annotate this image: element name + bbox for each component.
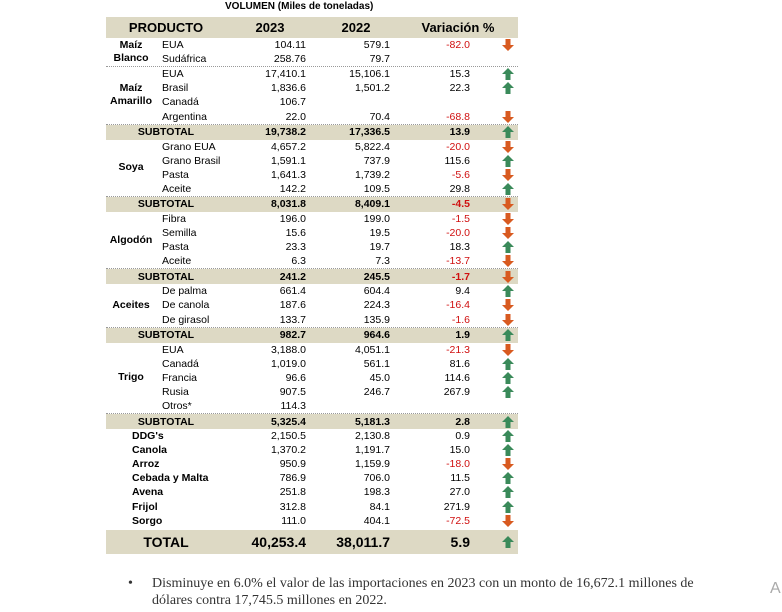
variation-value: -82.0 — [446, 39, 470, 52]
subtotal-2023: 19,738.2 — [265, 126, 306, 139]
subtotal-2022: 5,181.3 — [354, 415, 390, 428]
arrow-up-icon — [498, 372, 518, 384]
arrow-down-icon — [498, 169, 518, 181]
arrow-up-icon — [498, 126, 518, 138]
table-row — [106, 485, 518, 499]
product-group — [106, 212, 518, 269]
subtotal-label: SUBTOTAL — [137, 415, 195, 428]
value-2023: 258.76 — [273, 53, 306, 66]
value-2023: 133.7 — [279, 313, 306, 326]
value-2023: 1,019.0 — [270, 357, 306, 370]
arrow-up-icon — [498, 285, 518, 297]
variation-value: -16.4 — [446, 299, 470, 312]
subtotal-2023: 5,325.4 — [270, 415, 306, 428]
row-label: Frijol — [132, 500, 158, 513]
header-product: PRODUCTO — [128, 20, 204, 35]
table-row — [156, 140, 518, 154]
table-row — [156, 67, 518, 81]
arrow-down-icon — [498, 344, 518, 356]
arrow-up-icon — [498, 536, 518, 548]
row-label: Sorgo — [132, 514, 163, 527]
arrow-down-icon — [498, 255, 518, 267]
row-label: Semilla — [162, 227, 197, 240]
arrow-up-icon — [498, 416, 518, 428]
table-row — [156, 254, 518, 268]
group-name: Algodón — [109, 233, 153, 246]
value-2023: 1,836.6 — [270, 82, 306, 95]
value-2023: 3,188.0 — [270, 343, 306, 356]
corner-letter: A — [770, 580, 781, 597]
table-row — [106, 429, 518, 443]
value-2022: 198.3 — [363, 486, 390, 499]
arrow-up-icon — [498, 501, 518, 513]
product-group — [106, 38, 518, 67]
row-label: De canola — [162, 299, 210, 312]
arrow-up-icon — [498, 82, 518, 94]
value-2022: 1,159.9 — [354, 458, 390, 471]
group-name: Soya — [118, 161, 144, 174]
value-2022: 1,501.2 — [354, 82, 390, 95]
variation-value: 15.3 — [449, 68, 470, 81]
table-row — [156, 284, 518, 298]
value-2023: 786.9 — [279, 472, 306, 485]
row-label: Grano Brasil — [162, 154, 221, 167]
value-2022: 19.5 — [369, 227, 390, 240]
variation-value: 0.9 — [455, 430, 470, 443]
total-2022: 38,011.7 — [336, 533, 390, 550]
subtotal-2022: 964.6 — [363, 329, 390, 342]
table-row — [156, 38, 518, 52]
arrow-down-icon — [498, 271, 518, 283]
arrow-up-icon — [498, 386, 518, 398]
arrow-up-icon — [498, 329, 518, 341]
value-2022: 404.1 — [363, 514, 390, 527]
table-row — [156, 95, 518, 109]
value-2023: 196.0 — [279, 212, 306, 225]
arrow-up-icon — [498, 444, 518, 456]
variation-value: -18.0 — [446, 458, 470, 471]
subtotal-row — [106, 414, 518, 429]
arrow-up-icon — [498, 183, 518, 195]
header-2022: 2022 — [341, 20, 371, 35]
value-2023: 22.0 — [285, 110, 306, 123]
arrow-up-icon — [498, 358, 518, 370]
table-row — [156, 168, 518, 182]
subtotal-label: SUBTOTAL — [137, 329, 195, 342]
table-caption: VOLUMEN (Miles de toneladas) — [225, 1, 374, 12]
value-2022: 79.7 — [369, 53, 390, 66]
row-label: DDG's — [132, 430, 164, 443]
subtotal-2023: 982.7 — [279, 329, 306, 342]
row-label: Avena — [132, 486, 164, 499]
row-label: EUA — [162, 68, 184, 81]
subtotal-row — [106, 125, 518, 140]
subtotal-row — [106, 197, 518, 212]
value-2022: 7.3 — [375, 255, 390, 268]
table-row — [156, 182, 518, 196]
value-2023: 1,370.2 — [270, 444, 306, 457]
value-2023: 251.8 — [279, 486, 306, 499]
row-label: Canadá — [162, 96, 199, 109]
table-row — [156, 154, 518, 168]
variation-value: 29.8 — [449, 182, 470, 195]
bullet-symbol: • — [128, 576, 133, 591]
arrow-up-icon — [498, 68, 518, 80]
table-row — [106, 457, 518, 471]
value-2023: 312.8 — [279, 500, 306, 513]
arrow-up-icon — [498, 472, 518, 484]
value-2022: 1,191.7 — [354, 444, 390, 457]
variation-value: 27.0 — [449, 486, 470, 499]
value-2023: 114.3 — [280, 400, 306, 413]
table-row — [156, 226, 518, 240]
arrow-down-icon — [498, 314, 518, 326]
table-row — [156, 240, 518, 254]
value-2022: 737.9 — [363, 154, 390, 167]
table-header — [106, 17, 518, 38]
total-2023: 40,253.4 — [251, 533, 306, 550]
row-label: EUA — [162, 39, 184, 52]
value-2023: 4,657.2 — [270, 140, 306, 153]
value-2022: 246.7 — [363, 385, 390, 398]
row-label: Sudáfrica — [162, 53, 207, 66]
value-2023: 1,591.1 — [270, 154, 306, 167]
value-2023: 15.6 — [285, 227, 306, 240]
variation-value: 9.4 — [455, 285, 470, 298]
variation-value: -1.6 — [451, 313, 470, 326]
value-2023: 187.6 — [279, 299, 306, 312]
variation-value: -13.7 — [446, 255, 470, 268]
arrow-down-icon — [498, 299, 518, 311]
group-name: Maíz Blanco — [113, 39, 149, 65]
table-row — [156, 52, 518, 66]
arrow-down-icon — [498, 227, 518, 239]
row-label: Francia — [162, 371, 198, 384]
value-2022: 4,051.1 — [354, 343, 390, 356]
bullet-text: Disminuye en 6.0% el valor de las importaciones en 2023 con un monto de 16,672.1 millones de dólares contra 17,745.5 millones en 2022. — [152, 576, 694, 608]
table-row — [156, 81, 518, 95]
arrow-up-icon — [498, 430, 518, 442]
value-2023: 6.3 — [291, 255, 306, 268]
variation-value: 81.6 — [449, 357, 470, 370]
value-2023: 106.7 — [279, 96, 306, 109]
row-label: Pasta — [162, 241, 189, 254]
total-row — [106, 530, 518, 554]
arrow-down-icon — [498, 111, 518, 123]
table-row — [156, 371, 518, 385]
variation-value: 115.6 — [444, 154, 470, 167]
value-2022: 706.0 — [363, 472, 390, 485]
subtotal-2022: 17,336.5 — [349, 126, 390, 139]
group-name: Maíz Amarillo — [109, 82, 152, 108]
row-label: Cebada y Malta — [132, 472, 209, 485]
row-label: Brasil — [162, 82, 189, 95]
row-label: De palma — [162, 285, 207, 298]
value-2023: 96.6 — [285, 371, 306, 384]
row-label: Pasta — [162, 168, 189, 181]
variation-value: -72.5 — [446, 514, 470, 527]
value-2022: 135.9 — [363, 313, 390, 326]
variation-value: -68.8 — [446, 110, 470, 123]
row-label: Argentina — [162, 110, 207, 123]
value-2023: 661.4 — [279, 285, 306, 298]
table-row — [156, 298, 518, 312]
subtotal-2022: 245.5 — [363, 270, 390, 283]
row-label: Aceite — [162, 255, 192, 268]
arrow-down-icon — [498, 198, 518, 210]
value-2022: 579.1 — [363, 39, 390, 52]
row-label: Rusia — [162, 385, 189, 398]
product-group — [106, 140, 518, 197]
table-row — [156, 313, 518, 327]
subtotal-variation: 1.9 — [455, 329, 470, 342]
value-2023: 111.0 — [281, 514, 306, 527]
subtotal-label: SUBTOTAL — [137, 126, 195, 139]
row-label: Grano EUA — [162, 140, 216, 153]
value-2023: 1,641.3 — [270, 168, 306, 181]
subtotal-label: SUBTOTAL — [137, 270, 195, 283]
variation-value: -20.0 — [446, 140, 470, 153]
value-2023: 2,150.5 — [270, 430, 306, 443]
row-label: Canola — [132, 444, 168, 457]
subtotal-2023: 8,031.8 — [270, 198, 306, 211]
value-2022: 109.5 — [363, 182, 390, 195]
subtotal-variation: 13.9 — [449, 126, 470, 139]
table-row — [156, 385, 518, 399]
variation-value: 267.9 — [443, 385, 470, 398]
arrow-down-icon — [498, 515, 518, 527]
table-row — [156, 357, 518, 371]
value-2023: 142.2 — [279, 182, 306, 195]
row-label: Arroz — [132, 458, 160, 471]
value-2023: 950.9 — [279, 458, 306, 471]
variation-value: -21.3 — [446, 343, 470, 356]
arrow-down-icon — [498, 458, 518, 470]
arrow-down-icon — [498, 39, 518, 51]
value-2023: 907.5 — [279, 385, 306, 398]
value-2022: 561.1 — [363, 357, 390, 370]
table-row — [106, 500, 518, 514]
subtotal-label: SUBTOTAL — [137, 198, 195, 211]
variation-value: -5.6 — [451, 168, 470, 181]
value-2023: 23.3 — [285, 241, 306, 254]
table-row — [106, 443, 518, 457]
row-label: EUA — [162, 343, 184, 356]
row-label: Aceite — [162, 182, 192, 195]
value-2022: 45.0 — [369, 371, 390, 384]
header-2023: 2023 — [255, 20, 285, 35]
value-2022: 604.4 — [363, 285, 390, 298]
total-label: TOTAL — [143, 533, 189, 550]
value-2022: 2,130.8 — [354, 430, 390, 443]
variation-value: -1.5 — [451, 212, 470, 225]
subtotal-row — [106, 269, 518, 284]
value-2022: 70.4 — [369, 110, 390, 123]
subtotal-2023: 241.2 — [279, 270, 306, 283]
table-row — [106, 471, 518, 485]
value-2022: 5,822.4 — [354, 140, 390, 153]
value-2022: 15,106.1 — [349, 68, 390, 81]
subtotal-2022: 8,409.1 — [354, 198, 390, 211]
group-name: Trigo — [118, 371, 144, 384]
variation-value: -20.0 — [446, 227, 470, 240]
row-label: Canadá — [162, 357, 199, 370]
row-label: Fibra — [162, 212, 186, 225]
value-2023: 17,410.1 — [265, 68, 306, 81]
subtotal-variation: -1.7 — [451, 270, 470, 283]
product-group — [106, 343, 518, 414]
header-variation: Variación % — [421, 20, 495, 35]
value-2022: 1,739.2 — [354, 168, 390, 181]
table-row — [156, 212, 518, 226]
arrow-up-icon — [498, 486, 518, 498]
arrow-up-icon — [498, 155, 518, 167]
value-2022: 224.3 — [363, 299, 390, 312]
variation-value: 15.0 — [449, 444, 470, 457]
table-body — [106, 38, 518, 554]
arrow-up-icon — [498, 241, 518, 253]
group-name: Aceites — [112, 298, 150, 311]
table-row — [156, 343, 518, 357]
table-row — [156, 399, 518, 413]
row-label: Otros* — [162, 400, 192, 413]
bullet-note — [128, 575, 728, 609]
volume-table — [106, 17, 518, 554]
value-2022: 19.7 — [369, 241, 390, 254]
product-group — [106, 67, 518, 124]
subtotal-variation: -4.5 — [451, 198, 470, 211]
variation-value: 18.3 — [449, 241, 470, 254]
value-2022: 199.0 — [363, 212, 390, 225]
arrow-down-icon — [498, 141, 518, 153]
variation-value: 22.3 — [449, 82, 470, 95]
product-group — [106, 284, 518, 327]
row-label: De girasol — [162, 313, 210, 326]
arrow-down-icon — [498, 213, 518, 225]
subtotal-variation: 2.8 — [455, 415, 470, 428]
variation-value: 114.6 — [444, 371, 470, 384]
variation-value: 271.9 — [443, 500, 470, 513]
variation-value: 11.5 — [450, 472, 470, 485]
subtotal-row — [106, 328, 518, 343]
table-row — [106, 514, 518, 528]
table-row — [156, 109, 518, 123]
total-variation: 5.9 — [450, 533, 470, 550]
value-2023: 104.11 — [274, 39, 306, 52]
value-2022: 84.1 — [369, 500, 390, 513]
